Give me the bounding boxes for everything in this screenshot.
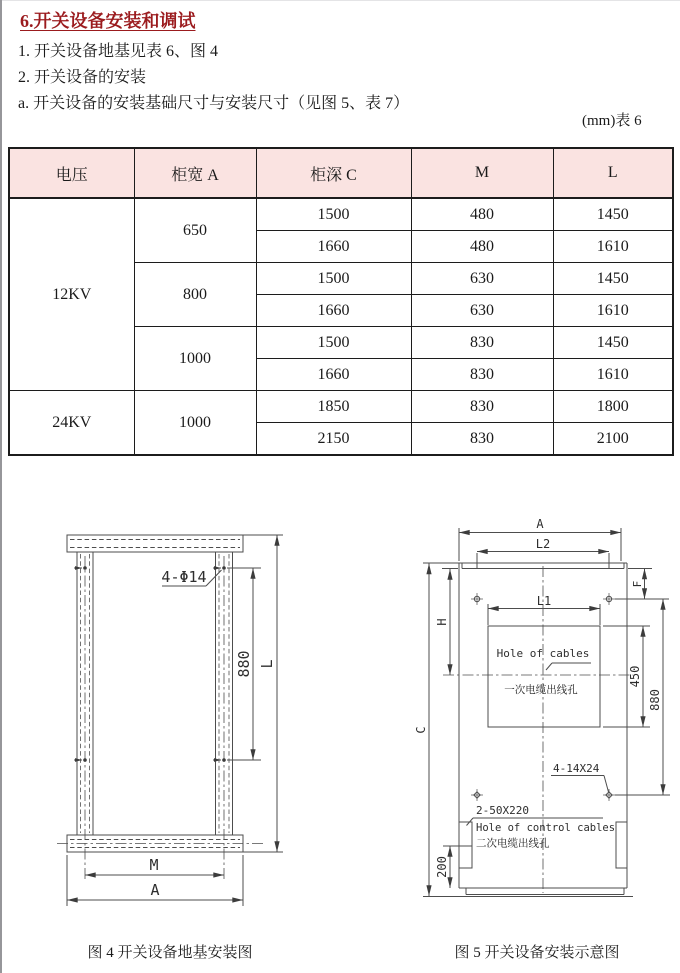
table-header-cell: M	[411, 148, 553, 198]
intro-line-1: 1. 开关设备地基见表 6、图 4	[18, 43, 219, 60]
table-cell: 1610	[553, 231, 673, 263]
table-cell: 1610	[553, 359, 673, 391]
table-row	[9, 198, 673, 231]
table-header-cell: 电压	[9, 148, 134, 198]
fig5-dim-a-label: A	[536, 517, 544, 531]
table-cell: 1610	[553, 295, 673, 327]
table-cell: 1500	[256, 263, 411, 295]
fig5-dim-h-label: H	[435, 618, 449, 626]
table-span-cell: 1000	[134, 327, 256, 391]
table-cell: 1450	[553, 263, 673, 295]
table-cell: 1450	[553, 198, 673, 231]
table-cell: 1500	[256, 327, 411, 359]
table-cell: 2100	[553, 423, 673, 456]
table-cell: 830	[411, 423, 553, 456]
table-cell: 830	[411, 327, 553, 359]
table-span-cell: 12KV	[9, 198, 134, 391]
fig4-dimensions	[67, 535, 283, 906]
fig4-foundation-frame	[57, 535, 263, 882]
figure5-drawing	[414, 517, 675, 910]
table-header-cell: 柜宽 A	[134, 148, 256, 198]
table-span-cell: 800	[134, 263, 256, 327]
fig5-dim-200-label: 200	[435, 856, 449, 878]
fig5-dim-l1-label: L1	[536, 594, 552, 608]
figure4-drawing	[50, 525, 295, 915]
table-header-cell: L	[553, 148, 673, 198]
spec-table	[8, 147, 674, 456]
fig5-dim-880-label: 880	[648, 689, 662, 711]
fig5-slot-note-label: 2-50X220	[476, 804, 529, 817]
table-span-cell: 1000	[134, 391, 256, 456]
table-cell: 1800	[553, 391, 673, 423]
fig5-cable-hole-en-label: Hole of cables	[496, 647, 590, 660]
table-cell: 1500	[256, 198, 411, 231]
section-title: 6.开关设备安装和调试	[20, 11, 196, 31]
fig5-dim-l2-label: L2	[535, 537, 551, 551]
table-cell: 630	[411, 295, 553, 327]
fig4-dim-880-label: 880	[235, 650, 253, 678]
table-row	[9, 391, 673, 423]
table-cell: 1850	[256, 391, 411, 423]
table-cell: 480	[411, 198, 553, 231]
table-unit-note: (mm)表 6	[582, 113, 642, 129]
table-cell: 480	[411, 231, 553, 263]
fig4-dim-m-label: M	[149, 856, 159, 874]
table-header-row	[9, 148, 673, 198]
table-header-cell: 柜深 C	[256, 148, 411, 198]
table-cell: 830	[411, 359, 553, 391]
fig4-dim-a-label: A	[150, 881, 160, 899]
fig5-cable-hole-cn-label: 一次电缆出线孔	[504, 685, 578, 696]
table-cell: 1450	[553, 327, 673, 359]
spec-table-body	[9, 198, 673, 455]
fig5-dim-c-label: C	[414, 726, 428, 734]
fig5-control-hole-cn-label: 二次电缆出线孔	[476, 838, 550, 850]
fig4-dim-l-label: L	[258, 659, 276, 669]
table-cell: 2150	[256, 423, 411, 456]
fig5-mount-note-label: 4-14X24	[553, 762, 600, 775]
table-cell: 1660	[256, 295, 411, 327]
fig5-dim-450-label: 450	[628, 665, 642, 688]
intro-line-2: 2. 开关设备的安装	[18, 69, 147, 86]
table-cell: 1660	[256, 359, 411, 391]
fig4-hole-note-label: 4-Φ14	[161, 568, 207, 586]
figure4-caption: 图 4 开关设备地基安装图	[87, 945, 253, 961]
intro-line-3: a. 开关设备的安装基础尺寸与安装尺寸（见图 5、表 7）	[18, 95, 410, 112]
fig5-control-hole-en-label: Hole of control cables	[476, 822, 616, 834]
table-cell: 630	[411, 263, 553, 295]
table-span-cell: 650	[134, 198, 256, 263]
figure5-caption: 图 5 开关设备安装示意图	[454, 945, 620, 961]
fig5-dim-f-label: F	[631, 580, 644, 588]
table-cell: 1660	[256, 231, 411, 263]
table-cell: 830	[411, 391, 553, 423]
table-span-cell: 24KV	[9, 391, 134, 456]
fig4-anchor-holes	[83, 566, 226, 762]
